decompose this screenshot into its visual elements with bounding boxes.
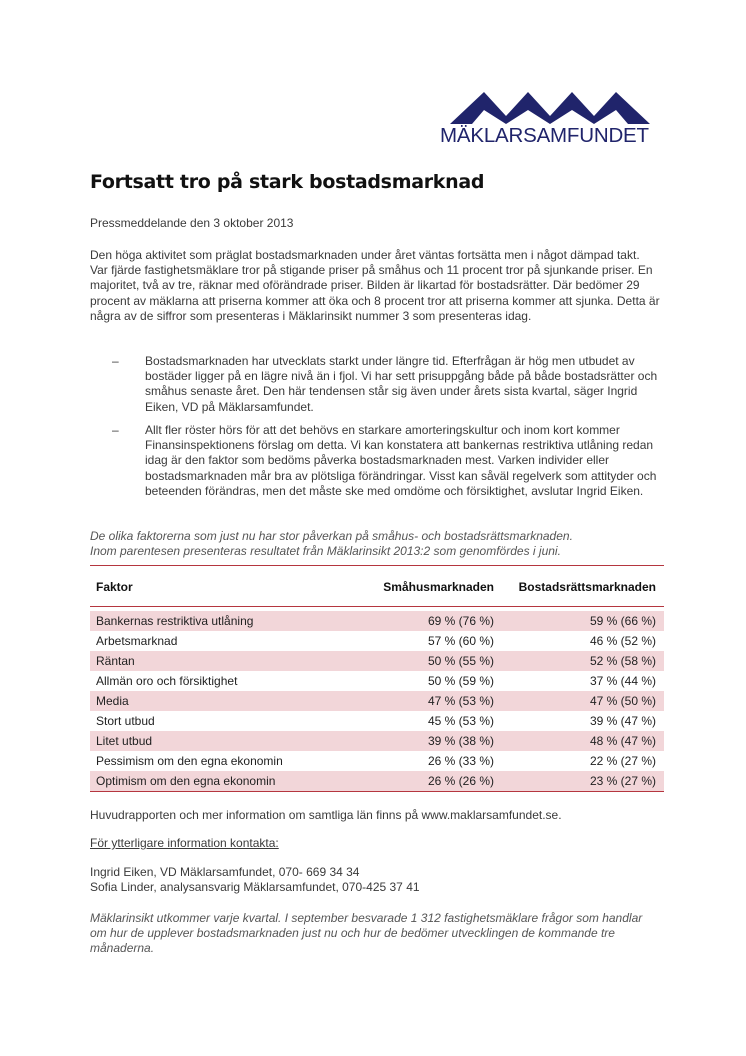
cell-bostadsratt: 47 % (50 %) bbox=[589, 694, 656, 708]
cell-smahus: 69 % (76 %) bbox=[427, 614, 494, 628]
table-row bbox=[90, 771, 664, 791]
table-row bbox=[90, 611, 664, 631]
bullet-dash: – bbox=[112, 354, 119, 368]
table-row bbox=[90, 751, 664, 771]
table-row bbox=[90, 731, 664, 751]
table-bottom-rule bbox=[90, 791, 664, 792]
dateline: Pressmeddelande den 3 oktober 2013 bbox=[90, 216, 294, 230]
table-row bbox=[90, 631, 664, 651]
bullet-text: Bostadsmarknaden har utvecklats starkt under längre tid. Efterfrågan är hög men utbudet av bostäder ligger på en lägre nivå än i fjol. Vi har sett prisuppgång både på både bostadsrätter och småhus senaste året. Den här tendensen står sig även under årets sista kvartal, säger Ingrid Eiken, VD på Mäklarsamfundet. bbox=[145, 354, 658, 414]
cell-smahus: 57 % (60 %) bbox=[427, 634, 494, 648]
cell-bostadsratt: 59 % (66 %) bbox=[589, 614, 656, 628]
maklarsamfundet-logo bbox=[440, 88, 660, 152]
closing-note: Mäklarinsikt utkommer varje kvartal. I september besvarade 1 312 fastighetsmäklare frågor som handlar om hur de upplever bostadsmarknaden just nu och hur de bedömer utvecklingen de kommande tre månaderna. bbox=[90, 911, 643, 956]
cell-factor: Media bbox=[96, 694, 129, 708]
cell-bostadsratt: 22 % (27 %) bbox=[589, 754, 656, 768]
lead-paragraph: Den höga aktivitet som präglat bostadsmarknaden under året väntas fortsätta men i något dämpad takt. Var fjärde fastighetsmäklare tror på stigande priser på småhus och 11 procent tror på sjunkande priser. En majoritet, två av tre, räknar med oförändrade priser. Bilden är likartad för bostadsrätter. Där bedömer 29 procent av mäklarna att priserna kommer att öka och 8 procent tror att priserna kommer att sjunka. Detta är några av de siffror som presenteras i Mäklarinsikt nummer 3 som presenteras idag. bbox=[90, 248, 660, 323]
cell-bostadsratt: 39 % (47 %) bbox=[589, 714, 656, 728]
cell-factor: Litet utbud bbox=[96, 734, 153, 748]
cell-smahus: 50 % (55 %) bbox=[427, 654, 494, 668]
header-faktor: Faktor bbox=[96, 580, 133, 594]
report-info: Huvudrapporten och mer information om samtliga län finns på www.maklarsamfundet.se. bbox=[90, 808, 562, 822]
cell-factor: Arbetsmarknad bbox=[96, 634, 178, 648]
cell-smahus: 47 % (53 %) bbox=[427, 694, 494, 708]
cell-bostadsratt: 52 % (58 %) bbox=[589, 654, 656, 668]
cell-smahus: 45 % (53 %) bbox=[427, 714, 494, 728]
table-row bbox=[90, 711, 664, 731]
cell-factor: Stort utbud bbox=[96, 714, 155, 728]
cell-bostadsratt: 46 % (52 %) bbox=[589, 634, 656, 648]
cell-smahus: 26 % (26 %) bbox=[427, 774, 494, 788]
cell-factor: Bankernas restriktiva utlåning bbox=[96, 614, 254, 628]
cell-bostadsratt: 48 % (47 %) bbox=[589, 734, 656, 748]
cell-bostadsratt: 37 % (44 %) bbox=[589, 674, 656, 688]
cell-smahus: 39 % (38 %) bbox=[427, 734, 494, 748]
table-row bbox=[90, 691, 664, 711]
contact-heading: För ytterligare information kontakta: bbox=[90, 836, 279, 850]
cell-smahus: 50 % (59 %) bbox=[427, 674, 494, 688]
cell-factor: Räntan bbox=[96, 654, 135, 668]
contact-list bbox=[90, 865, 420, 895]
cell-smahus: 26 % (33 %) bbox=[427, 754, 494, 768]
table-row bbox=[90, 671, 664, 691]
logo-wordmark: MÄKLARSAMFUNDET bbox=[440, 124, 649, 147]
table-caption: De olika faktorerna som just nu har stor påverkan på småhus- och bostadsrättsmarknaden. Inom parentesen presenteras resultatet från Mäklarinsikt 2013:2 som genomfördes i juni. bbox=[90, 529, 573, 559]
cell-factor: Allmän oro och försiktighet bbox=[96, 674, 238, 688]
header-bostadsratt: Bostadsrättsmarknaden bbox=[518, 580, 656, 594]
header-smahus: Småhusmarknaden bbox=[383, 580, 494, 594]
table-row bbox=[90, 651, 664, 671]
factors-table bbox=[90, 565, 664, 792]
cell-factor: Pessimism om den egna ekonomin bbox=[96, 754, 283, 768]
contact-line: Sofia Linder, analysansvarig Mäklarsamfundet, 070-425 37 41 bbox=[90, 880, 420, 895]
table-header bbox=[90, 565, 664, 607]
cell-factor: Optimism om den egna ekonomin bbox=[96, 774, 276, 788]
contact-line: Ingrid Eiken, VD Mäklarsamfundet, 070- 669 34 34 bbox=[90, 865, 360, 879]
bullet-text: Allt fler röster hörs för att det behövs en starkare amorteringskultur och inom kort kommer Finansinspektionens förslag om detta. Vi kan konstatera att bankernas restriktiva utlåning redan idag är den faktor som bedöms påverka bostadsmarknaden mest. Varken individer eller bostadsmarknaden mår bra av plötsliga förändringar. Visst kan såväl regelverk som attityder och beteenden förändras, men det måste ske med omdöme och försiktighet, avslutar Ingrid Eiken. bbox=[145, 423, 657, 498]
bullet-dash: – bbox=[112, 423, 119, 437]
page-title: Fortsatt tro på stark bostadsmarknad bbox=[90, 171, 485, 193]
cell-bostadsratt: 23 % (27 %) bbox=[589, 774, 656, 788]
roof-logo-icon bbox=[450, 88, 650, 124]
